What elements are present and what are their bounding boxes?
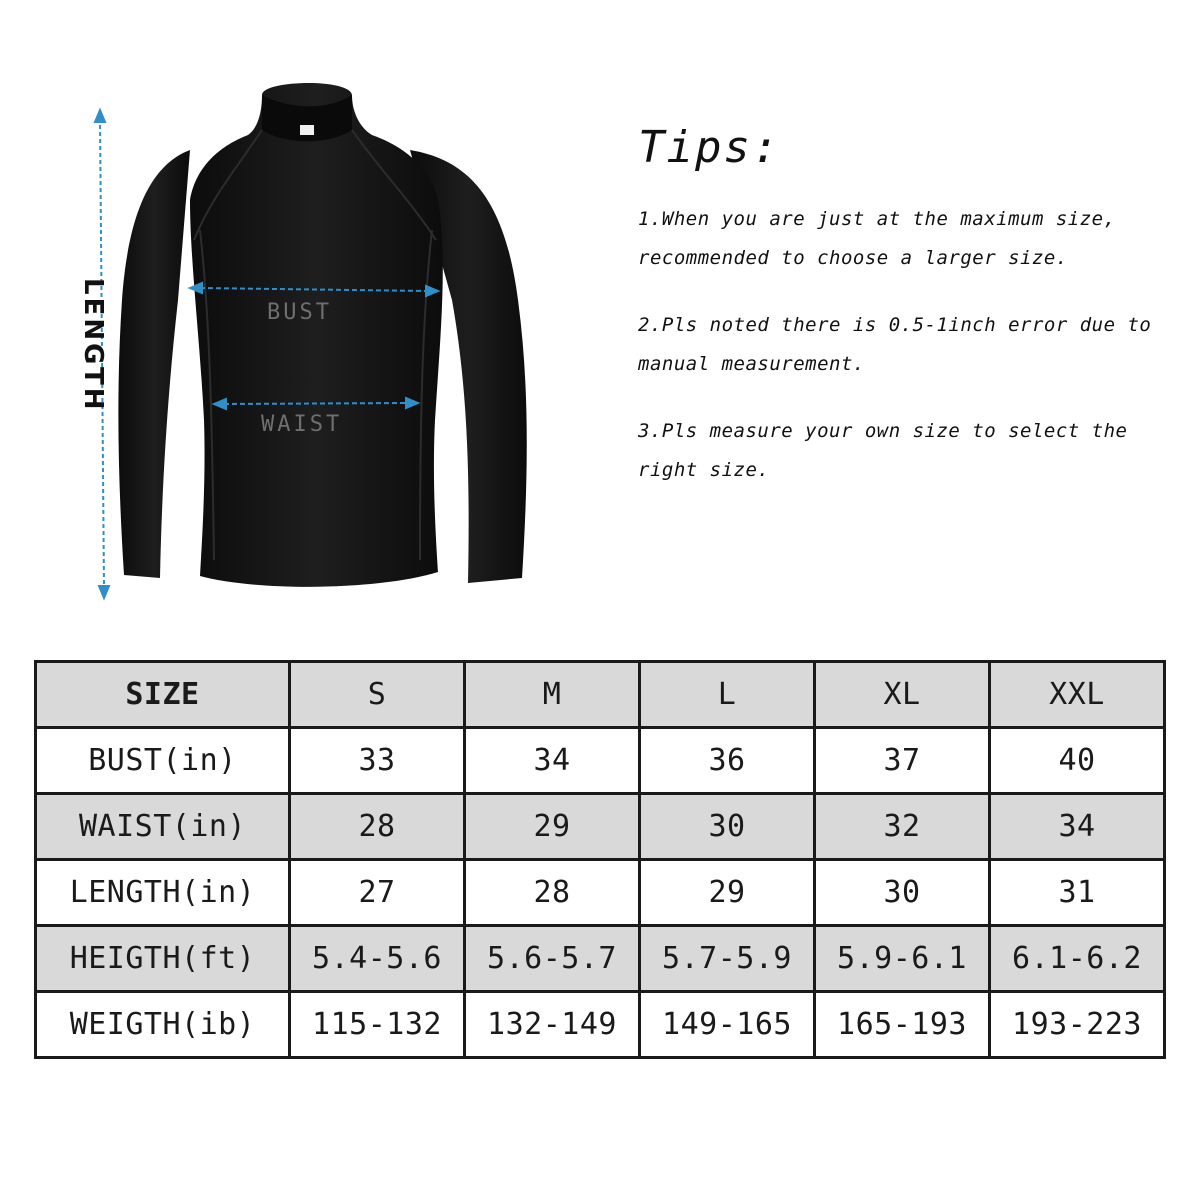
table-cell: 30 [815, 860, 990, 926]
table-cell: 193-223 [990, 992, 1165, 1058]
tip-item: 2.Pls noted there is 0.5-1inch error due to manual measurement. [638, 314, 1152, 375]
collar-tag [300, 125, 314, 135]
table-row-weight [36, 992, 1165, 1058]
table-cell: 5.9-6.1 [815, 926, 990, 992]
row-label: LENGTH(in) [36, 860, 290, 926]
row-label: WEIGTH(ib) [36, 992, 290, 1058]
table-cell: 27 [290, 860, 465, 926]
table-cell: 36 [640, 728, 815, 794]
length-label: LENGTH [78, 278, 108, 413]
row-label: BUST(in) [36, 728, 290, 794]
tip-item: 3.Pls measure your own size to select the right size. [638, 420, 1128, 481]
tips-list [638, 200, 1190, 518]
header-xxl: XXL [990, 662, 1165, 728]
table-cell: 28 [465, 860, 640, 926]
table-cell: 30 [640, 794, 815, 860]
header-s: S [290, 662, 465, 728]
table-cell: 115-132 [290, 992, 465, 1058]
row-label: WAIST(in) [36, 794, 290, 860]
waist-label: WAIST [261, 412, 343, 437]
table-cell: 5.7-5.9 [640, 926, 815, 992]
header-size: SIZE [36, 662, 290, 728]
table-cell: 34 [465, 728, 640, 794]
table-row-length [36, 860, 1165, 926]
left-sleeve [118, 150, 190, 578]
tip-item: 1.When you are just at the maximum size, recommended to choose a larger size. [638, 208, 1116, 269]
shirt-illustration [0, 0, 620, 620]
table-cell: 29 [640, 860, 815, 926]
header-l: L [640, 662, 815, 728]
table-cell: 33 [290, 728, 465, 794]
size-chart-table [34, 660, 1166, 1059]
table-cell: 6.1-6.2 [990, 926, 1165, 992]
table-cell: 5.4-5.6 [290, 926, 465, 992]
table-cell: 165-193 [815, 992, 990, 1058]
table-cell: 29 [465, 794, 640, 860]
table-cell: 31 [990, 860, 1165, 926]
table-header-row [36, 662, 1165, 728]
tips-title: Tips: [638, 122, 781, 173]
table-row-bust [36, 728, 1165, 794]
table-cell: 40 [990, 728, 1165, 794]
table-row-height [36, 926, 1165, 992]
table-cell: 34 [990, 794, 1165, 860]
shirt-body [190, 83, 443, 587]
table-cell: 37 [815, 728, 990, 794]
header-xl: XL [815, 662, 990, 728]
table-cell: 132-149 [465, 992, 640, 1058]
table-cell: 5.6-5.7 [465, 926, 640, 992]
row-label: HEIGTH(ft) [36, 926, 290, 992]
header-m: M [465, 662, 640, 728]
table-cell: 32 [815, 794, 990, 860]
table-row-waist [36, 794, 1165, 860]
bust-label: BUST [267, 300, 332, 325]
table-cell: 28 [290, 794, 465, 860]
table-cell: 149-165 [640, 992, 815, 1058]
